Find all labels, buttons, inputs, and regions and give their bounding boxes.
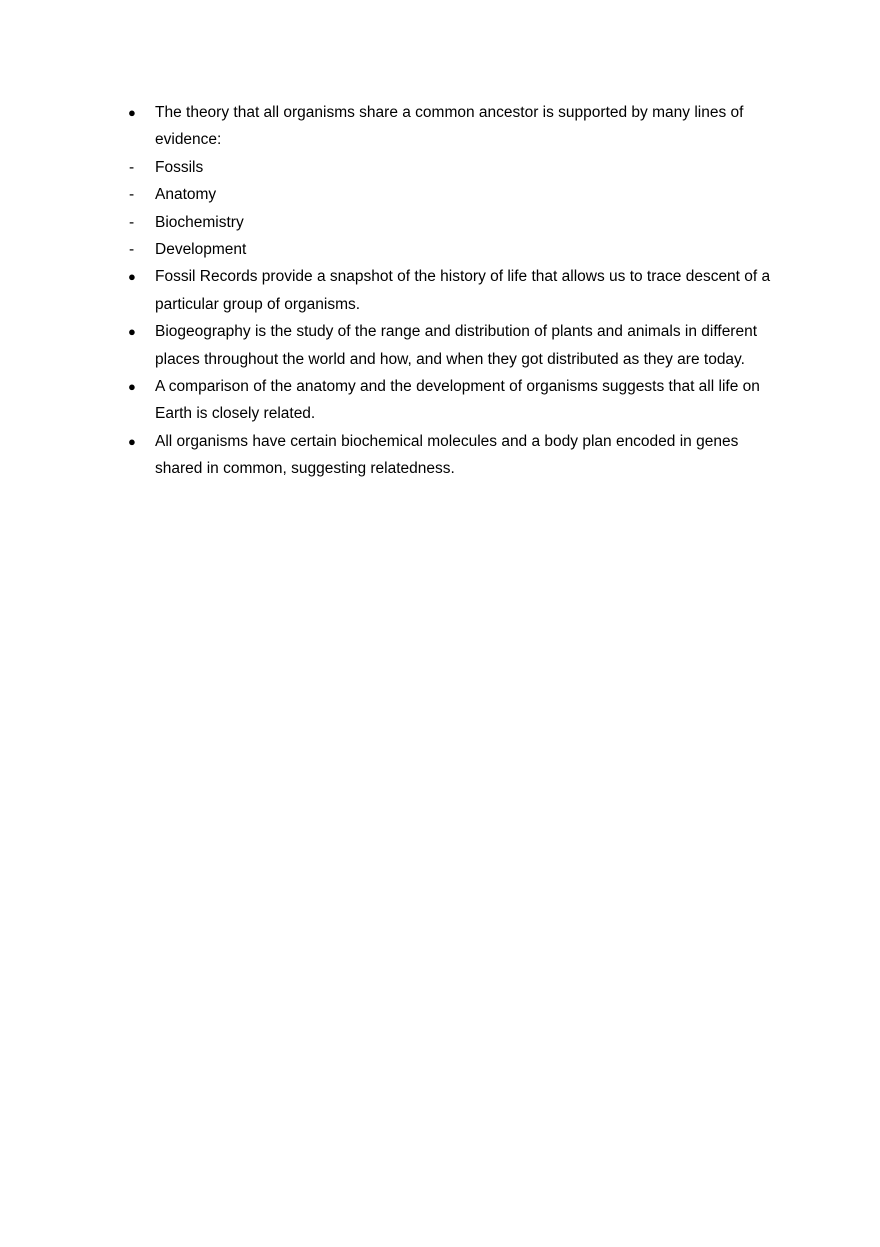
list-item-text: All organisms have certain biochemical molecules and a body plan encoded in genes shared in common, suggesting relatedness.: [155, 432, 739, 478]
list-item-text: Biogeography is the study of the range and distribution of plants and animals in different places throughout the world and how, and when they got distributed as they are today.: [155, 323, 758, 368]
list-item-text: Fossil Records provide a snapshot of the history of life that allows us to trace descent of a particular group of organisms.: [155, 268, 771, 313]
dash-marker: -: [129, 158, 135, 176]
list-item-text: Anatomy: [155, 186, 217, 204]
dash-marker: -: [129, 213, 135, 231]
list-item: [128, 263, 788, 318]
bullet-marker: ●: [128, 324, 136, 340]
dash-marker: -: [129, 241, 135, 259]
list-item-text: Fossils: [155, 158, 204, 176]
list-item: [128, 236, 788, 263]
bullet-list: [128, 99, 788, 483]
bullet-marker: ●: [128, 105, 136, 120]
dash-marker: -: [129, 186, 135, 204]
list-item-text: Biochemistry: [155, 213, 244, 231]
list-item: [128, 428, 788, 483]
list-item: [128, 373, 788, 428]
list-item-text: A comparison of the anatomy and the development of organisms suggests that all life on Earth is closely related.: [155, 378, 760, 423]
bullet-marker: ●: [128, 379, 136, 395]
list-item: [128, 209, 788, 236]
list-item: [128, 318, 788, 373]
list-item-text: The theory that all organisms share a common ancestor is supported by many lines of evidence:: [155, 104, 744, 149]
list-item-text: Development: [155, 241, 247, 259]
bullet-marker: ●: [128, 433, 136, 449]
list-item: [128, 181, 788, 208]
bullet-marker: ●: [128, 269, 136, 285]
list-item: [128, 154, 788, 181]
list-item: [128, 99, 788, 154]
